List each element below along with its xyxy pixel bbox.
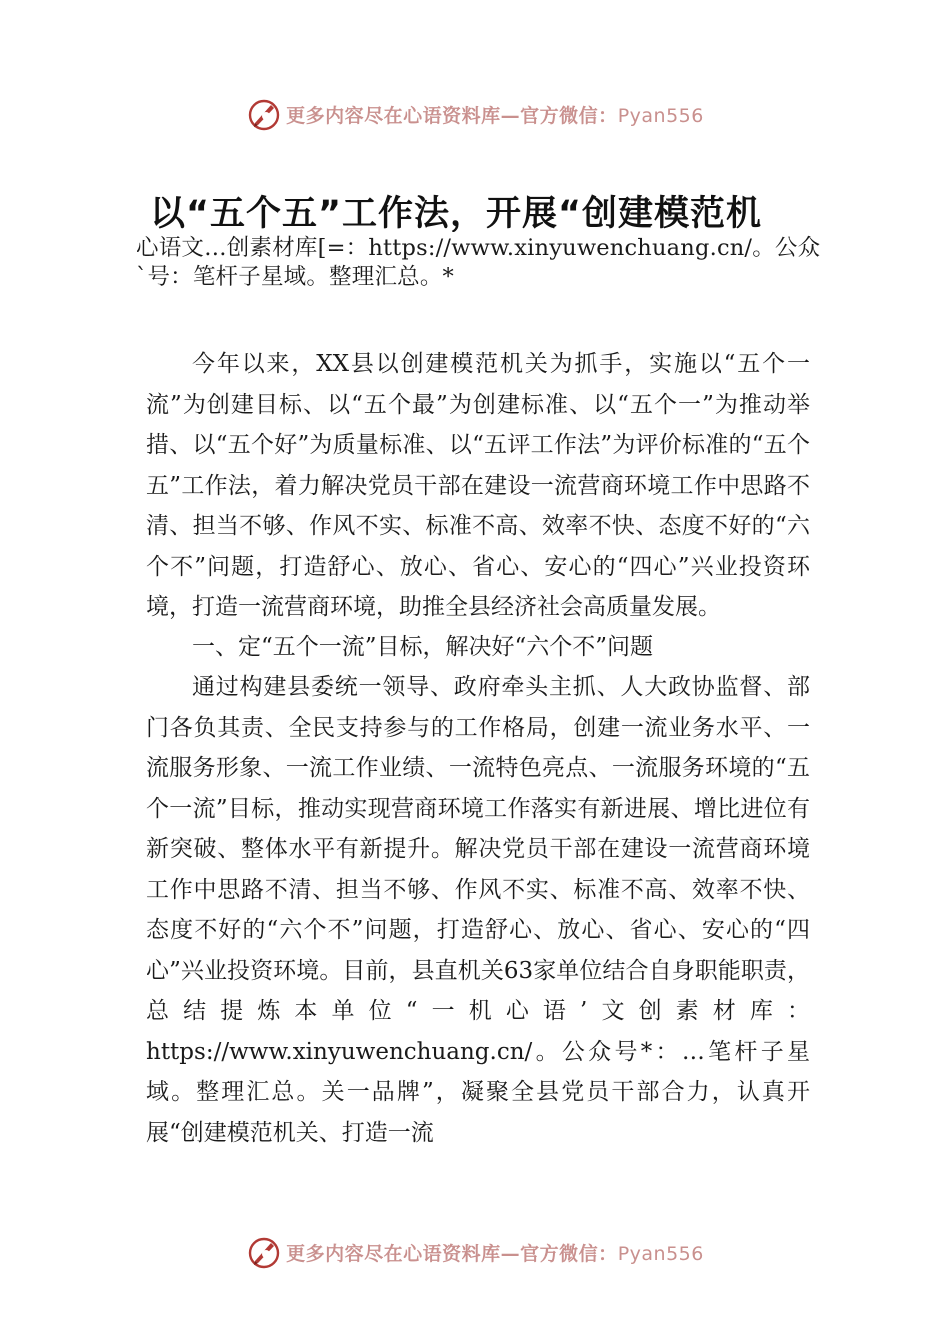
watermark-site: 更多内容尽在心语资料库 (286, 1242, 501, 1265)
pen-logo-icon (246, 96, 282, 132)
watermark-wechat-id: Pyan556 (617, 1242, 704, 1265)
watermark-wechat-label: 官方微信： (520, 104, 618, 127)
watermark-wechat-label: 官方微信： (520, 1242, 618, 1265)
document-title: 以“五个五”工作法，开展“创建模范机 (150, 194, 763, 232)
watermark-site: 更多内容尽在心语资料库 (286, 104, 501, 127)
source-notice: 心语文…创素材库[=：https://www.xinyuwenchuang.cn/。公众`号：笔杆子星域。整理汇总。* (136, 235, 821, 290)
watermark-wechat-id: Pyan556 (617, 104, 704, 127)
document-body (146, 344, 810, 1153)
body-paragraph: 今年以来，XX县以创建模范机关为抓手，实施以“五个一流”为创建目标、以“五个最”为创建标准、以“五个一”为推动举措、以“五个好”为质量标准、以“五评工作法”为评价标准的“五个五”工作法，着力解决党员干部在建设一流营商环境工作中思路不清、担当不够、作风不实、标准不高、效率不快、态度不好的“六个不”问题，打造舒心、放心、省心、安心的“四心”兴业投资环境，打造一流营商环境，助推全县经济社会高质量发展。 (146, 351, 810, 620)
body-paragraph: 通过构建县委统一领导、政府牵头主抓、人大政协监督、部门各负其责、全民支持参与的工作格局，创建一流业务水平、一流服务形象、一流工作业绩、一流特色亮点、一流服务环境的“五个一流”目标，推动实现营商环境工作落实有新进展、增比进位有新突破、整体水平有新提升。解决党员干部在建设一流营商环境工作中思路不清、担当不够、作风不实、标准不高、效率不快、态度不好的“六个不”问题，打造舒心、放心、省心、安心的“四心”兴业投资环境。目前，县直机关63家单位结合自身职能职责，总结提炼本单位“一机心语’文创素材库：https://www.xinyuwenchuang.cn/。公众号*：…笔杆子星域。整理汇总。关一品牌”，凝聚全县党员干部合力，认真开展“创建模范机关、打造一流 (146, 674, 810, 1146)
watermark-dash: — (500, 104, 521, 127)
watermark-dash: — (500, 1242, 521, 1265)
watermark-text (286, 1239, 704, 1266)
footer-watermark (0, 1232, 950, 1272)
watermark-text (286, 101, 704, 128)
header-watermark (0, 94, 950, 134)
section-heading: 一、定“五个一流”目标，解决好“六个不”问题 (192, 633, 654, 660)
pen-logo-icon (246, 1234, 282, 1270)
